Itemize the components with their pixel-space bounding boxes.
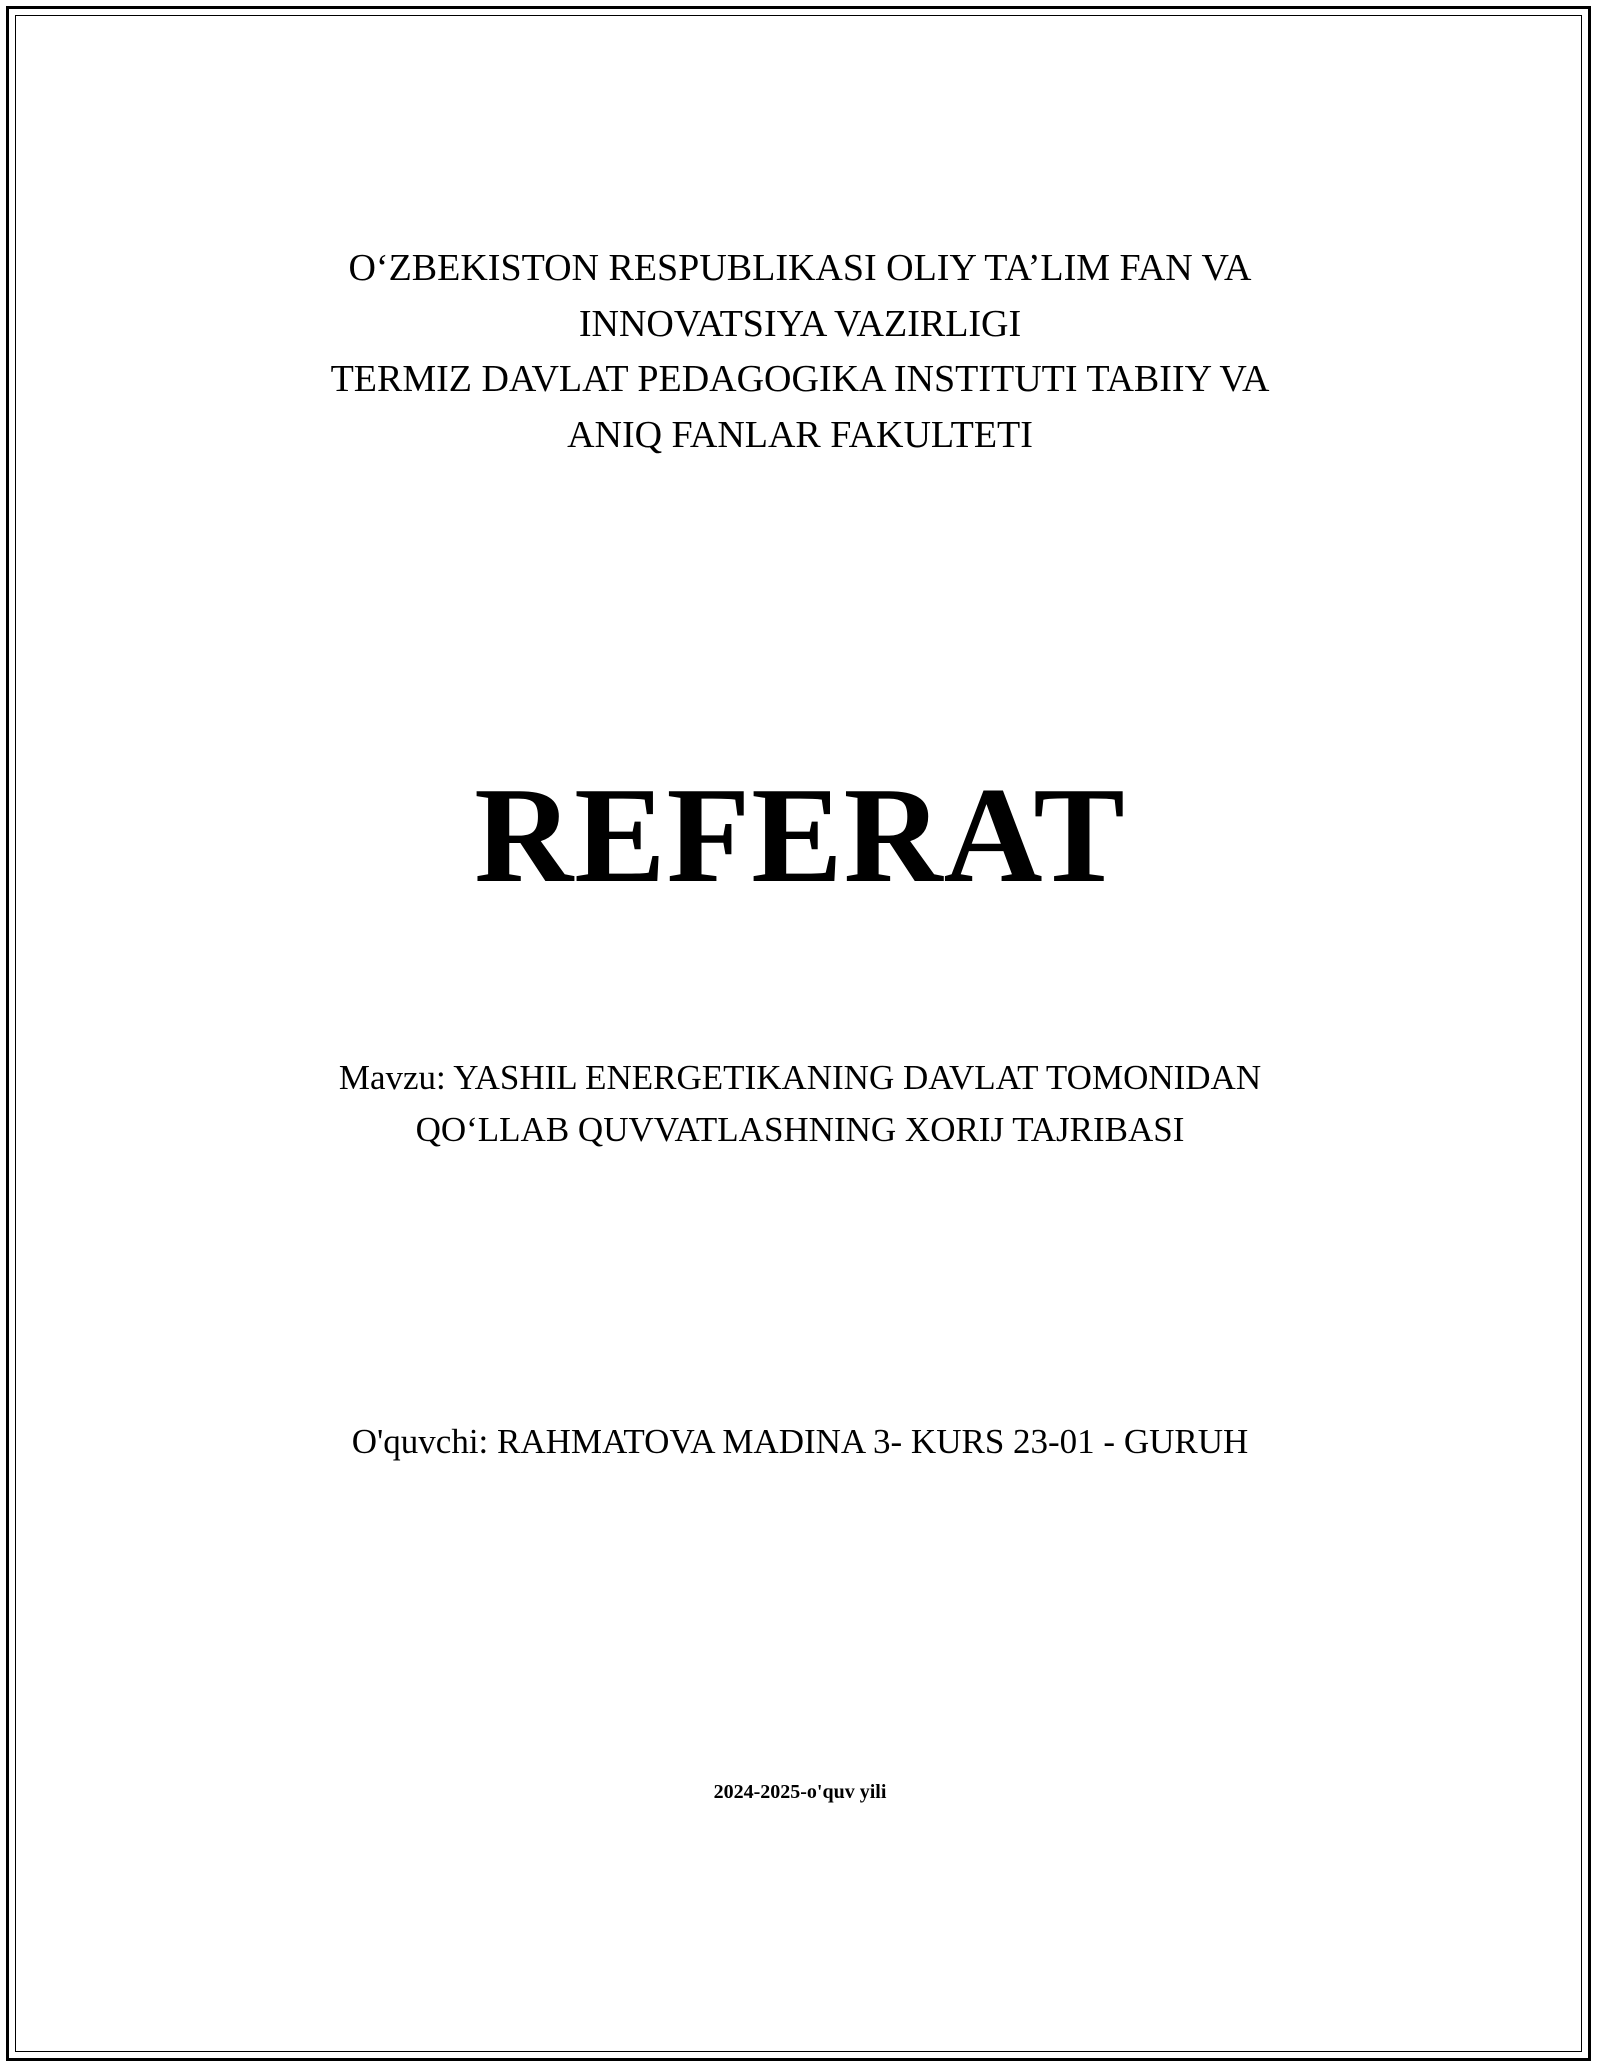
institute-line-1: TERMIZ DAVLAT PEDAGOGIKA INSTITUTI TABIIY VA bbox=[330, 358, 1270, 400]
student-info: O'quvchi: RAHMATOVA MADINA 3- KURS 23-01 - GURUH bbox=[351, 1422, 1249, 1461]
institute-line-2: ANIQ FANLAR FAKULTETI bbox=[567, 414, 1033, 456]
ministry-line-1: O‘ZBEKISTON RESPUBLIKASI OLIY TA’LIM FAN VA bbox=[348, 247, 1252, 289]
academic-year: 2024-2025-o'quv yili bbox=[713, 1781, 887, 1803]
document-title: REFERAT bbox=[474, 759, 1126, 911]
ministry-line-2: INNOVATSIYA VAZIRLIGI bbox=[578, 303, 1022, 345]
topic-line-2: QO‘LLAB QUVVATLASHNING XORIJ TAJRIBASI bbox=[415, 1110, 1185, 1149]
topic-line-1: Mavzu: YASHIL ENERGETIKANING DAVLAT TOMONIDAN bbox=[338, 1058, 1262, 1097]
